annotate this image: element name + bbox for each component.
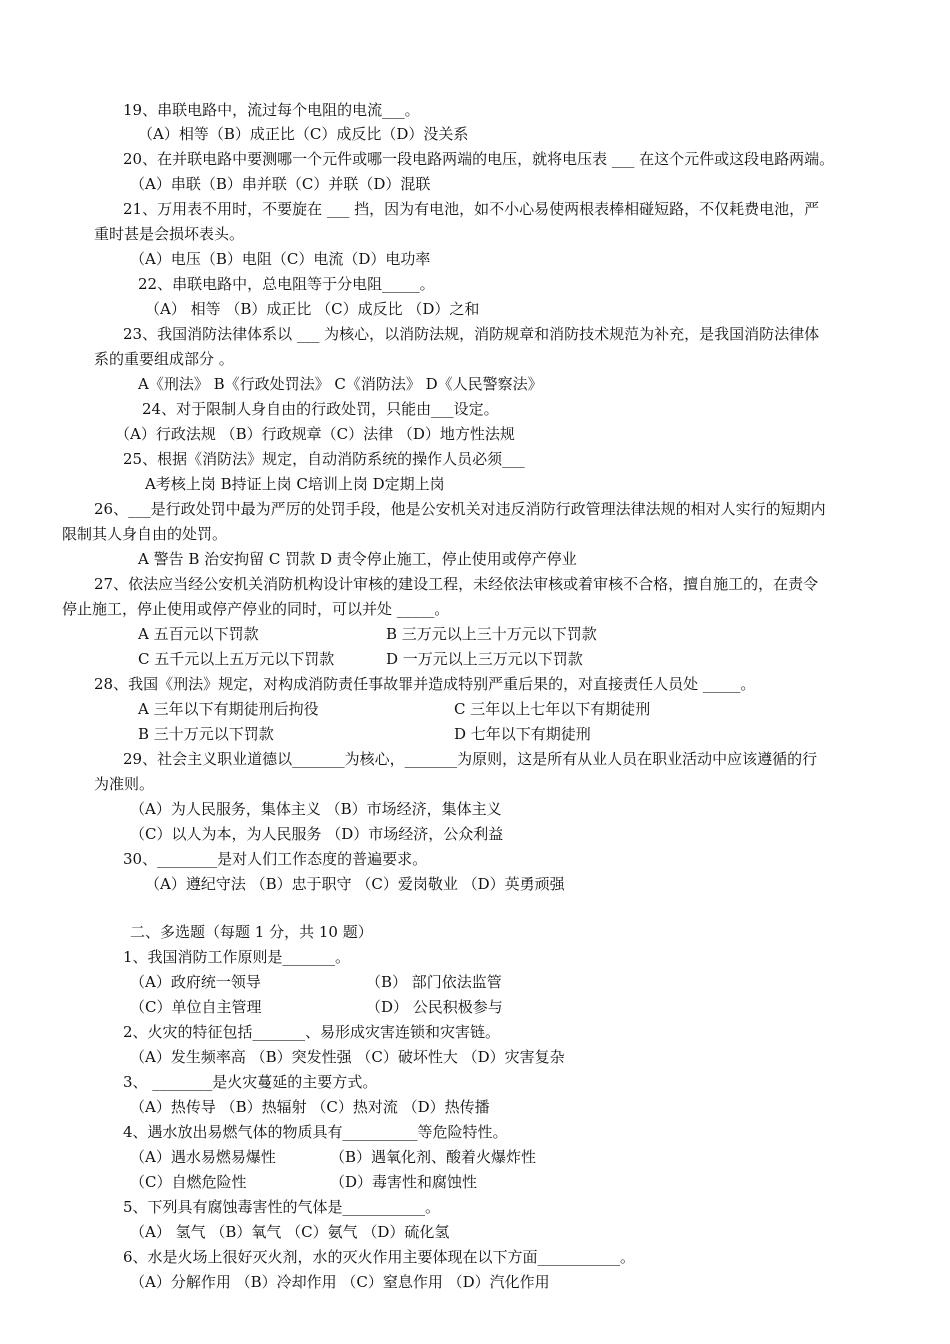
mc-question-2-options: （A）发生频率高 （B）突发性强 （C）破坏性大 （D）灾害复杂 — [130, 1048, 565, 1066]
question-28-option-a: A 三年以下有期徒刑后拘役 — [138, 700, 319, 718]
mc-question-4: 4、遇水放出易燃气体的物质具有__________等危险特性。 — [123, 1123, 508, 1141]
question-29-options-ab: （A）为人民服务，集体主义 （B）市场经济，集体主义 — [130, 800, 502, 818]
mc-question-6: 6、水是火场上很好灭火剂，水的灭火作用主要体现在以下方面___________。 — [123, 1248, 636, 1266]
section-heading-multiple-choice: 二、多选题（每题 1 分，共 10 题） — [130, 923, 373, 941]
question-24-options: （A）行政法规 （B）行政规章（C）法律 （D）地方性法规 — [115, 425, 515, 443]
question-21-cont: 重时甚是会损坏表头。 — [94, 225, 245, 243]
question-22: 22、串联电路中，总电阻等于分电阻_____。 — [138, 275, 435, 293]
question-21: 21、万用表不用时，不要旋在 ___ 挡，因为有电池，如不小心易使两根表棒相碰短路，不仅耗费电池，严 — [123, 200, 820, 218]
question-27-option-c: C 五千元以上五万元以下罚款 — [138, 650, 335, 668]
question-20: 20、在并联电路中要测哪一个元件或哪一段电路两端的电压，就将电压表 ___ 在这个元件或这段电路两端。 — [123, 150, 835, 168]
question-19-options: （A）相等（B）成正比（C）成反比（D）没关系 — [138, 125, 469, 143]
question-30: 30、________是对人们工作态度的普遍要求。 — [123, 850, 428, 868]
question-24: 24、对于限制人身自由的行政处罚，只能由___设定。 — [142, 400, 499, 418]
mc-question-4-option-a: （A）遇水易燃易爆性 — [130, 1148, 276, 1166]
question-21-options: （A）电压（B）电阻（C）电流（D）电功率 — [130, 250, 431, 268]
question-29: 29、社会主义职业道德以_______为核心，_______为原则，这是所有从业人员在职业活动中应该遵循的行 — [123, 750, 818, 768]
question-27-option-d: D 一万元以上三万元以下罚款 — [386, 650, 583, 668]
mc-question-3: 3、 ________是火灾蔓延的主要方式。 — [123, 1073, 378, 1091]
question-27-option-a: A 五百元以下罚款 — [138, 625, 259, 643]
question-27-option-b: B 三万元以上三十万元以下罚款 — [386, 625, 597, 643]
question-27-cont: 停止施工，停止使用或停产停业的同时，可以并处 _____。 — [62, 600, 450, 618]
question-23: 23、我国消防法律体系以 ___ 为核心，以消防法规，消防规章和消防技术规范为补充，是我国消防法律体 — [123, 325, 820, 343]
mc-question-6-options: （A）分解作用 （B）冷却作用 （C）窒息作用 （D）汽化作用 — [130, 1273, 550, 1291]
question-19: 19、串联电路中，流过每个电阻的电流___。 — [123, 101, 420, 119]
mc-question-5-options: （A） 氢气 （B）氧气 （C）氨气 （D）硫化氢 — [130, 1223, 450, 1241]
question-29-cont: 为准则。 — [94, 775, 155, 793]
question-28: 28、我国《刑法》规定，对构成消防责任事故罪并造成特别严重后果的，对直接责任人员处 _____。 — [94, 675, 756, 693]
mc-question-5: 5、下列具有腐蚀毒害性的气体是___________。 — [123, 1198, 441, 1216]
question-26-options: A 警告 B 治安拘留 C 罚款 D 责令停止施工，停止使用或停产停业 — [138, 550, 577, 568]
mc-question-4-option-b: （B）遇氧化剂、酸着火爆炸性 — [330, 1148, 537, 1166]
question-25: 25、根据《消防法》规定，自动消防系统的操作人员必须___ — [123, 450, 525, 468]
question-30-options: （A）遵纪守法 （B）忠于职守 （C）爱岗敬业 （D）英勇顽强 — [145, 875, 565, 893]
question-26-cont: 限制其人身自由的处罚。 — [62, 525, 228, 543]
mc-question-4-option-c: （C）自燃危险性 — [130, 1173, 247, 1191]
question-23-cont: 系的重要组成部分 。 — [94, 350, 234, 368]
mc-question-2: 2、火灾的特征包括_______、易形成灾害连锁和灾害链。 — [123, 1023, 501, 1041]
question-26: 26、___是行政处罚中最为严厉的处罚手段，他是公安机关对违反消防行政管理法律法规的相对人实行的短期内 — [94, 500, 826, 518]
mc-question-1-option-b: （B） 部门依法监管 — [366, 973, 502, 991]
question-27: 27、依法应当经公安机关消防机构设计审核的建设工程，未经依法审核或着审核不合格，擅自施工的，在责令 — [94, 575, 819, 593]
question-22-options: （A） 相等 （B）成正比 （C）成反比 （D）之和 — [145, 300, 480, 318]
mc-question-1-option-d: （D） 公民积极参与 — [366, 998, 503, 1016]
question-28-option-b: B 三十万元以下罚款 — [138, 725, 274, 743]
question-28-option-d: D 七年以下有期徒刑 — [454, 725, 591, 743]
question-28-option-c: C 三年以上七年以下有期徒刑 — [454, 700, 651, 718]
mc-question-1: 1、我国消防工作原则是_______。 — [123, 948, 351, 966]
question-29-options-cd: （C）以人为本，为人民服务 （D）市场经济，公众利益 — [130, 825, 504, 843]
mc-question-1-option-c: （C）单位自主管理 — [130, 998, 262, 1016]
question-20-options: （A）串联（B）串并联（C）并联（D）混联 — [130, 175, 431, 193]
mc-question-1-option-a: （A）政府统一领导 — [130, 973, 261, 991]
question-23-options: A《刑法》 B《行政处罚法》 C《消防法》 D《人民警察法》 — [138, 375, 543, 393]
mc-question-4-option-d: （D）毒害性和腐蚀性 — [330, 1173, 478, 1191]
mc-question-3-options: （A）热传导 （B）热辐射 （C）热对流 （D）热传播 — [130, 1098, 490, 1116]
question-25-options: A考核上岗 B持证上岗 C培训上岗 D定期上岗 — [145, 475, 445, 493]
